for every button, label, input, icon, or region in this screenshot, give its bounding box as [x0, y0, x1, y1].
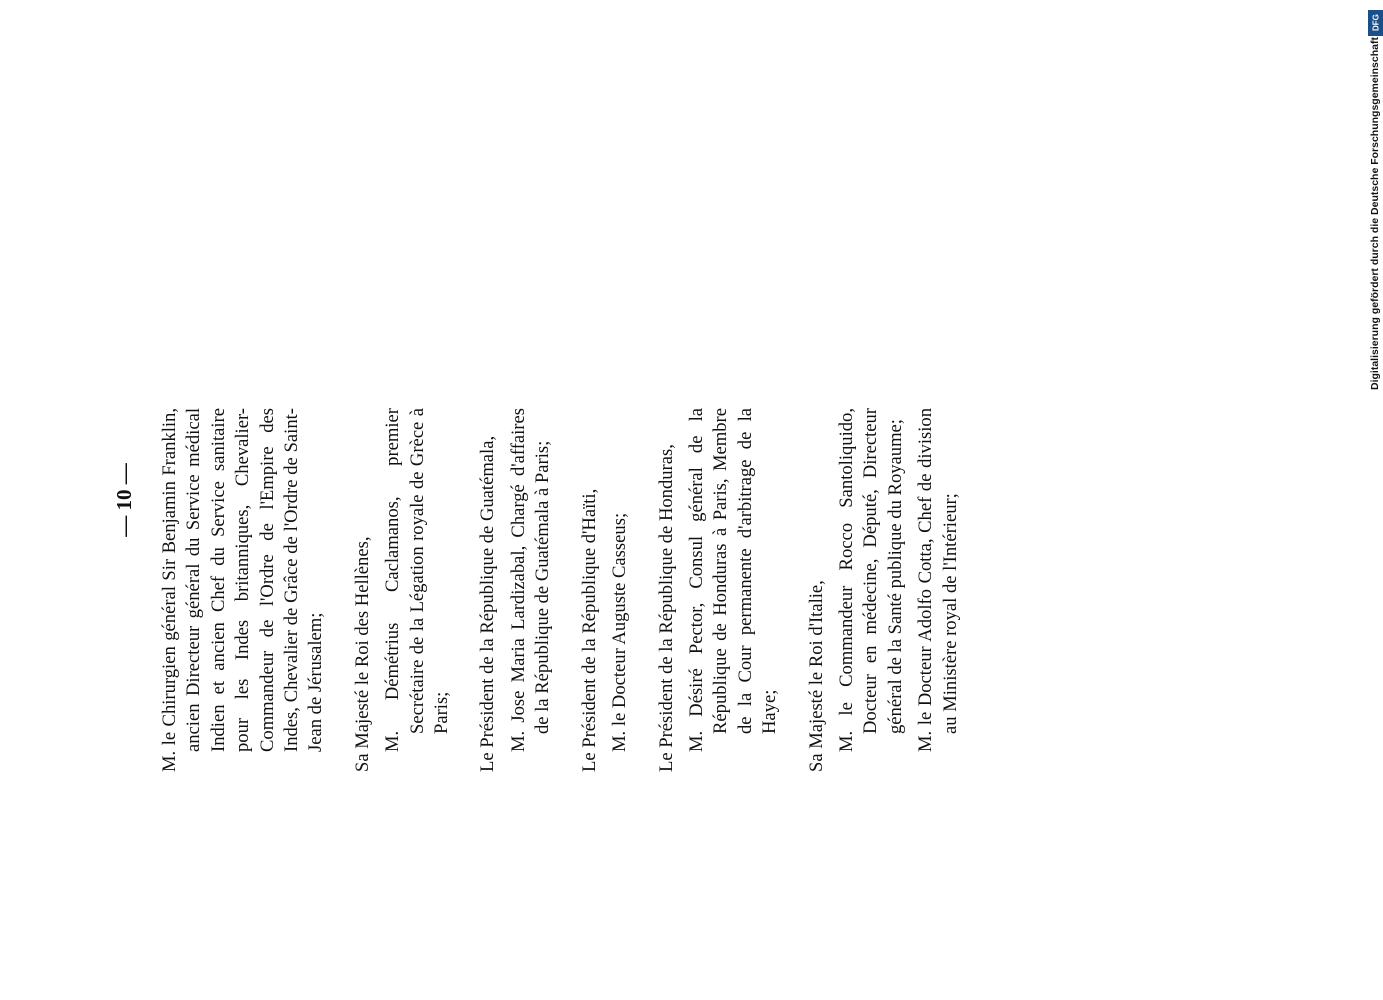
- page-number: — 10 —: [112, 463, 136, 537]
- entry-fr-3-heading: Le Président de la République de Guatémala,: [477, 435, 499, 772]
- entry-fr-3-delegate: M. Jose Maria Lardizabal, Chargé d'affaires de la République de Guatémala à Paris;: [507, 408, 554, 752]
- entry-fr-6: [805, 408, 963, 772]
- entry-fr-4-delegate: M. le Docteur Auguste Casseus;: [609, 512, 631, 752]
- entry-fr-6-heading: Sa Majesté le Roi d'Italie,: [805, 580, 827, 772]
- entry-fr-3: [476, 408, 555, 772]
- entry-fr-2: [351, 408, 455, 772]
- entry-fr-6-delegate-2: M. le Docteur Adolfo Cotta, Chef de division au Ministère royal de l'Intérieur;: [915, 408, 961, 752]
- entry-fr-5: [655, 408, 783, 772]
- dfg-logo: DFG: [1368, 10, 1383, 36]
- entry-fr-4-heading: Le Président de la République d'Haïti,: [578, 488, 600, 772]
- entry-fr-1: [158, 408, 329, 772]
- entry-fr-2-heading: Sa Majesté le Roi des Hellènes,: [351, 536, 373, 772]
- entry-fr-2-delegate: M. Démétrius Caclamanos, premier Secrétaire de la Légation royale de Grèce à Paris;: [382, 408, 453, 752]
- digitization-note: Digitalisierung gefördert durch die Deutsche Forschungsgemeinschaft: [1369, 37, 1381, 390]
- entry-fr-5-delegate: M. Désiré Pector, Consul général de la République de Honduras à Paris, Membre de la Cour permanente d'arbitrage de la Haye;: [685, 408, 781, 752]
- entry-fr-5-heading: Le Président de la République de Honduras,: [655, 444, 677, 772]
- entry-fr-6-delegate-1: M. le Commandeur Rocco Santoliquido, Docteur en médecine, Député, Directeur général de la Santé publique du Royaume;: [835, 408, 906, 752]
- entry-fr-1-text: M. le Chirurgien général Sir Benjamin Franklin, ancien Directeur général du Service médical Indien et ancien Chef du Service sanitaire pour les Indes britanniques, Chevalier-Commandeur de l'Ordre de l'Empire des Indes, Chevalier de Grâce de l'Ordre de Saint-Jean de Jérusalem;: [159, 408, 327, 772]
- french-column: [158, 408, 985, 772]
- entry-fr-4: [578, 408, 633, 772]
